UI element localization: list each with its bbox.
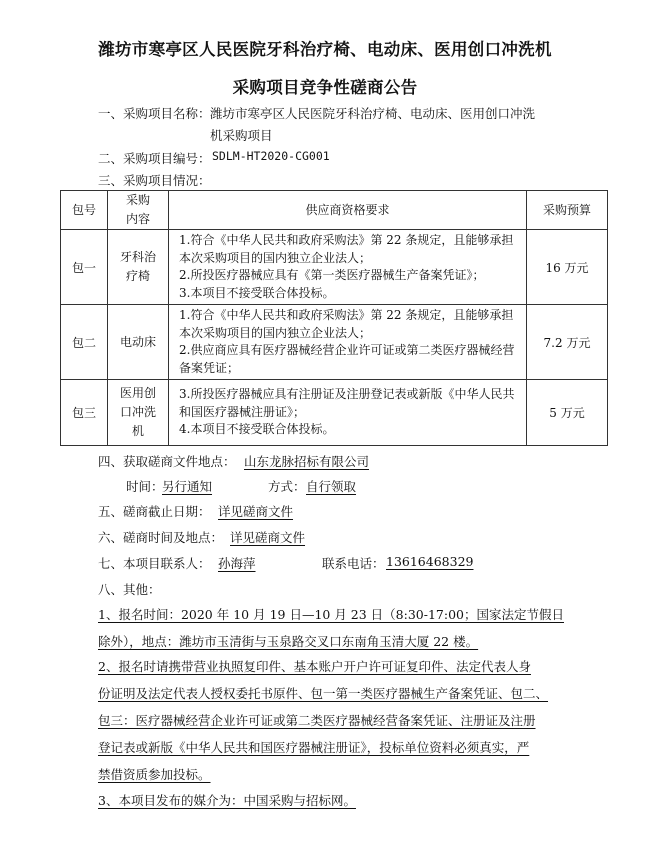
requirement-item: 3.本项目不接受联合体投标。 <box>179 285 335 300</box>
section-1-value-line2: 机采购项目 <box>210 128 273 143</box>
deadline-value: 详见磋商文件 <box>218 504 294 519</box>
requirement-item: 2.供应商应具有医疗器械经营企业许可证或第二类医疗器械经营备案凭证； <box>179 343 515 375</box>
procurement-table <box>60 190 608 446</box>
document-location: 山东龙脉招标有限公司 <box>244 454 370 469</box>
content-line: 疗椅 <box>125 269 150 283</box>
note-line: 2、报名时请携带营业执照复印件、基本账户开户许可证复印件、法定代表人身 <box>98 659 531 674</box>
section-3-label: 三、采购项目情况： <box>98 173 211 188</box>
time-label: 时间： <box>126 479 164 494</box>
content-cell <box>108 230 169 305</box>
time-place-value: 详见磋商文件 <box>230 530 306 545</box>
header-content <box>108 191 169 230</box>
table-row <box>61 305 608 380</box>
table-row <box>61 230 608 305</box>
content-line: 牙科治 <box>119 250 156 264</box>
header-content-line2: 内容 <box>125 212 150 226</box>
phone-label: 联系电话： <box>322 556 385 571</box>
time-value: 另行通知 <box>162 479 213 494</box>
budget-cell: 5 万元 <box>527 380 608 446</box>
content-line: 机 <box>131 424 144 438</box>
title-line-2: 采购项目竞争性磋商公告 <box>232 78 418 97</box>
header-requirements: 供应商资格要求 <box>169 191 527 230</box>
note-line: 禁借资质参加投标。 <box>98 767 211 782</box>
budget-cell: 7.2 万元 <box>527 305 608 380</box>
requirements-cell <box>169 380 527 446</box>
note-1 <box>98 601 593 655</box>
requirements-cell <box>169 230 527 305</box>
section-7-label: 七、本项目联系人： <box>98 556 211 571</box>
section-6-label: 六、磋商时间及地点： <box>98 530 224 545</box>
package-cell: 包三 <box>61 380 108 446</box>
package-cell: 包一 <box>61 230 108 305</box>
note-line: 除外），地点：潍坊市玉清街与玉泉路交叉口东南角玉清大厦 22 楼。 <box>98 634 479 649</box>
content-cell <box>108 305 169 380</box>
table-row <box>61 380 608 446</box>
requirement-item: 1.符合《中华人民共和政府采购法》第 22 条规定，且能够承担本次采购项目的国内独立企业法人； <box>179 233 514 265</box>
header-package: 包号 <box>61 191 108 230</box>
content-line: 医用创 <box>119 386 156 400</box>
section-8-label: 八、其他： <box>98 582 161 597</box>
budget-cell: 16 万元 <box>527 230 608 305</box>
method-label: 方式： <box>268 479 306 494</box>
note-line: 登记表或新版《中华人民共和国医疗器械注册证》，投标单位资料必须真实，严 <box>98 740 530 755</box>
section-2-label: 二、采购项目编号： <box>98 151 211 166</box>
content-line: 电动床 <box>119 334 156 349</box>
project-number: SDLM-HT2020-CG001 <box>212 149 330 163</box>
content-cell <box>108 380 169 446</box>
requirement-item: 1.符合《中华人民共和政府采购法》第 22 条规定，且能够承担本次采购项目的国内独立企业法人； <box>179 308 514 340</box>
note-3: 3、本项目发布的媒介为：中国采购与招标网。 <box>98 793 356 808</box>
table-header-row <box>61 191 608 230</box>
note-line: 1、报名时间：2020 年 10 月 19 日—10 月 23 日（8:30-17:00；国家法定节假日 <box>98 607 564 622</box>
header-content-line1: 采购 <box>125 193 150 207</box>
note-line: 包三：医疗器械经营企业许可证或第二类医疗器械经营备案凭证、注册证及注册 <box>98 713 536 728</box>
method-value: 自行领取 <box>306 479 357 494</box>
requirement-item: 3.所投医疗器械应具有注册证及注册登记表或新版《中华人民共和国医疗器械注册证》； <box>179 387 515 419</box>
note-2 <box>98 653 593 788</box>
requirement-item: 2.所投医疗器械应具有《第一类医疗器械生产备案凭证》； <box>179 268 485 282</box>
section-1-value-line1: 潍坊市寒亭区人民医院牙科治疗椅、电动床、医用创口冲洗 <box>210 106 536 121</box>
section-4-label: 四、获取磋商文件地点： <box>98 454 236 469</box>
content-line: 口冲洗 <box>119 405 156 419</box>
phone-value: 13616468329 <box>386 554 474 569</box>
package-cell: 包二 <box>61 305 108 380</box>
requirement-item: 4.本项目不接受联合体投标。 <box>179 422 335 437</box>
title-line-1: 潍坊市寒亭区人民医院牙科治疗椅、电动床、医用创口冲洗机 <box>98 40 552 59</box>
requirements-cell <box>169 305 527 380</box>
section-5-label: 五、磋商截止日期： <box>98 504 211 519</box>
note-line: 份证明及法定代表人授权委托书原件、包一第一类医疗器械生产备案凭证、包二、 <box>98 686 549 701</box>
section-1-label: 一、采购项目名称： <box>98 106 211 121</box>
contact-person: 孙海萍 <box>218 556 256 571</box>
header-budget: 采购预算 <box>527 191 608 230</box>
